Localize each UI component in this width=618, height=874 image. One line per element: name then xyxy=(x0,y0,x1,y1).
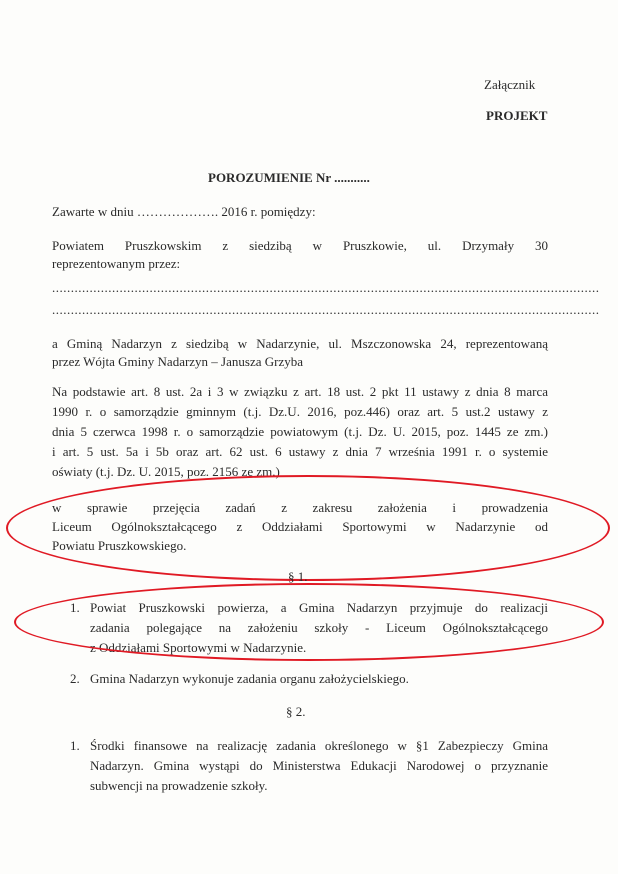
annotation-ellipse-subject xyxy=(6,475,610,581)
section1-item1-line1: Powiat Pruszkowski powierza, a Gmina Nadarzyn przyjmuje do realizacji xyxy=(90,600,548,615)
section1-item1-line2: zadania polegające na założeniu szkoły - Liceum Ogólnokształcącego xyxy=(90,620,548,635)
party2-line2: przez Wójta Gminy Nadarzyn – Janusza Grzyba xyxy=(52,354,303,369)
section2-item1-line1: Środki finansowe na realizację zadania określonego w §1 Zabezpieczy Gmina xyxy=(90,738,548,753)
legal-basis-line2: 1990 r. o samorządzie gminnym (t.j. Dz.U. 2016, poz.446) oraz art. 5 ust.2 ustawy z xyxy=(52,404,548,419)
subject-line2: Liceum Ogólnokształcącego z Oddziałami Sportowymi w Nadarzynie od xyxy=(52,519,548,534)
section1-item1-number: 1. xyxy=(70,600,80,615)
annotation-ellipse-section1 xyxy=(14,583,604,661)
party1-line1: Powiatem Pruszkowskim z siedzibą w Pruszkowie, ul. Drzymały 30 xyxy=(52,238,548,253)
document-title: POROZUMIENIE Nr ........... xyxy=(208,170,370,185)
party1-line2: reprezentowanym przez: xyxy=(52,256,181,271)
subject-line1: w sprawie przejęcia zadań z zakresu założenia i prowadzenia xyxy=(52,500,548,515)
attachment-label: Załącznik xyxy=(484,77,536,92)
section1-item2-text: Gmina Nadarzyn wykonuje zadania organu założycielskiego. xyxy=(90,671,409,686)
party2-line1: a Gminą Nadarzyn z siedzibą w Nadarzynie, ul. Mszczonowska 24, reprezentowaną xyxy=(52,336,548,351)
legal-basis-line3: dnia 5 czerwca 1998 r. o samorządzie powiatowym (t.j. Dz. U. 2015, poz. 1445 ze zm.) xyxy=(52,424,548,439)
section1-heading: § 1. xyxy=(288,569,308,584)
legal-basis-line4: i art. 5 ust. 5a i 5b oraz art. 62 ust. 6 ustawy z dnia 7 września 1991 r. o systemie xyxy=(52,444,548,459)
subject-line3: Powiatu Pruszkowskiego. xyxy=(52,538,187,553)
representative-dots-1: .................................................................................................................................................. xyxy=(52,280,600,295)
concluded-date-line: Zawarte w dniu ………………. 2016 r. pomiędzy: xyxy=(52,204,316,219)
section2-item1-line2: Nadarzyn. Gmina wystąpi do Ministerstwa Edukacji Narodowej o przyznanie xyxy=(90,758,548,773)
section1-item1-line3: z Oddziałami Sportowymi w Nadarzynie. xyxy=(90,640,307,655)
section2-item1-number: 1. xyxy=(70,738,80,753)
project-label: PROJEKT xyxy=(486,108,548,123)
legal-basis-line5: oświaty (t.j. Dz. U. 2015, poz. 2156 ze zm.) xyxy=(52,464,280,479)
representative-dots-2: .................................................................................................................................................. xyxy=(52,302,600,317)
section2-heading: § 2. xyxy=(286,704,306,719)
section1-item2-number: 2. xyxy=(70,671,80,686)
section2-item1-line3: subwencji na prowadzenie szkoły. xyxy=(90,778,268,793)
legal-basis-line1: Na podstawie art. 8 ust. 2a i 3 w związku z art. 18 ust. 2 pkt 11 ustawy z dnia 8 marca xyxy=(52,384,548,399)
